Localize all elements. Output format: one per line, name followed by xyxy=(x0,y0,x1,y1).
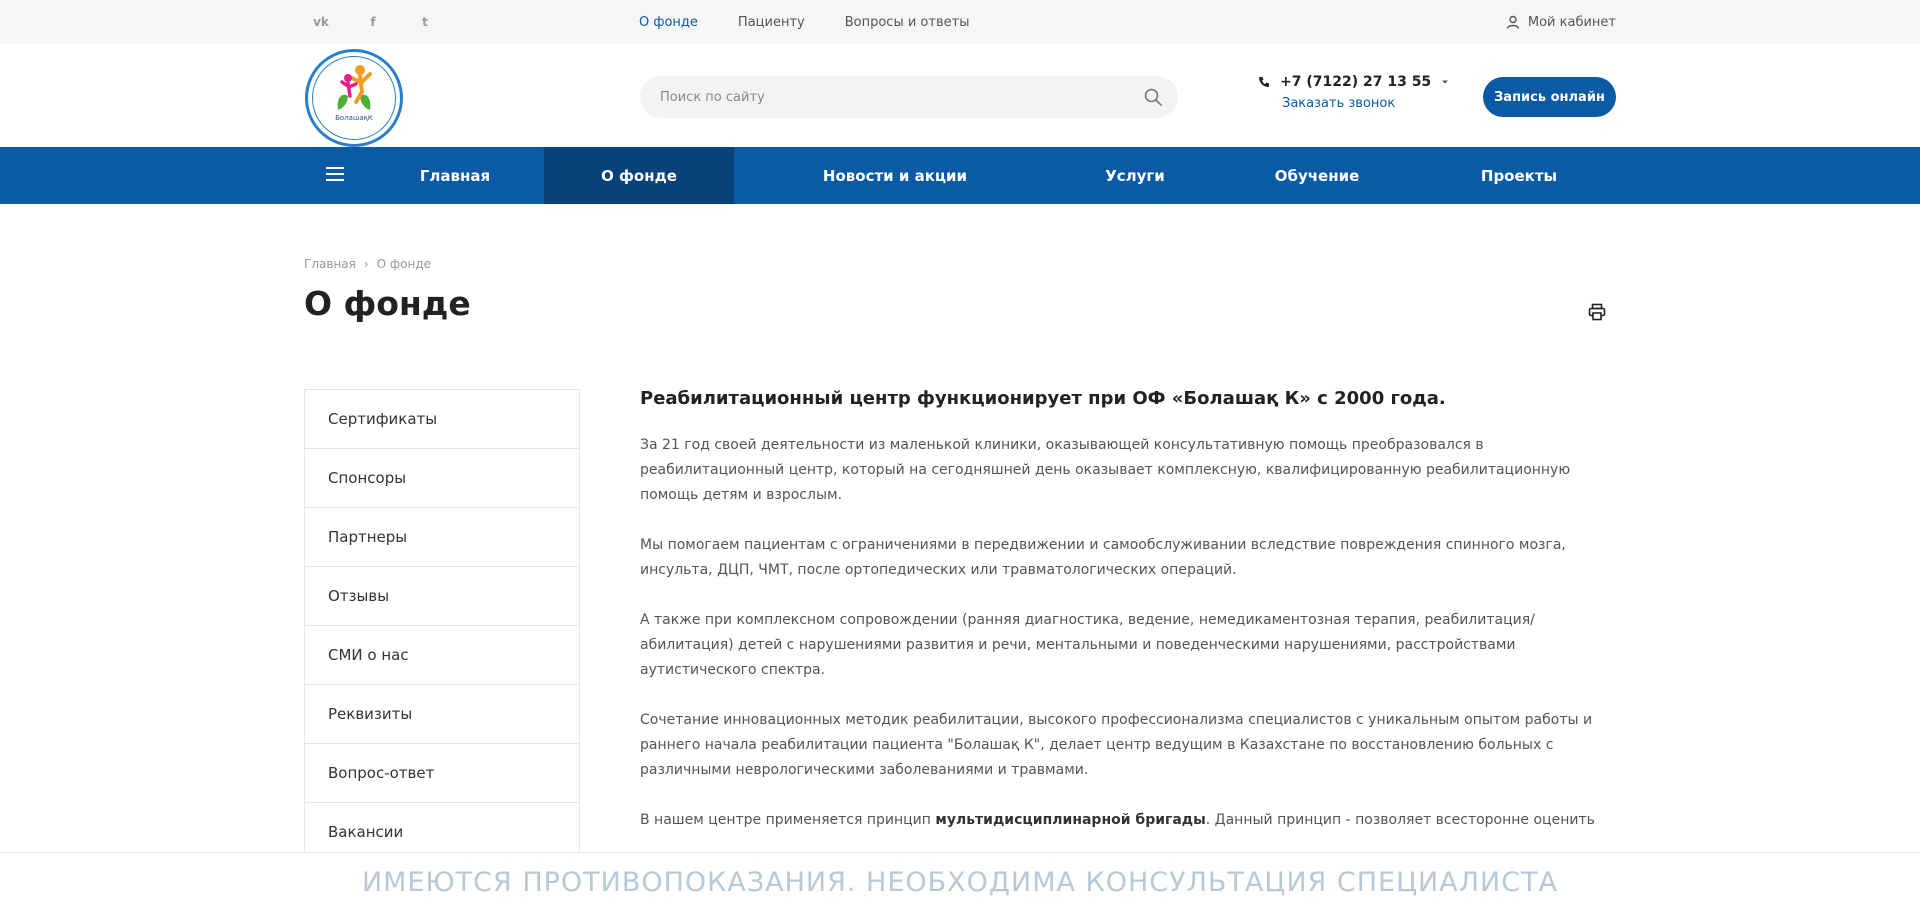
article-paragraph: За 21 год своей деятельности из маленькой клиники, оказывающей консультативную помощь преобразовался в реабилитационный центр, который на сегодняшней день оказывает комплексную, квалифицированную реабилитационную помощь детям и взрослым. xyxy=(640,437,1571,503)
topnav-link-about[interactable]: О фонде xyxy=(639,14,698,30)
contraindications-banner: ИМЕЮТСЯ ПРОТИВОПОКАЗАНИЯ. НЕОБХОДИМА КОНСУЛЬТАЦИЯ СПЕЦИАЛИСТА xyxy=(0,852,1920,912)
side-menu-item-qa[interactable]: Вопрос-ответ xyxy=(305,744,579,803)
breadcrumb-home[interactable]: Главная xyxy=(304,257,356,271)
nav-item-news[interactable]: Новости и акции xyxy=(822,166,968,185)
facebook-icon[interactable]: f xyxy=(370,15,376,29)
breadcrumb-separator: › xyxy=(363,257,369,271)
topbar xyxy=(0,0,1920,44)
side-menu-item-partners[interactable]: Партнеры xyxy=(305,508,579,567)
side-menu-item-sponsors[interactable]: Спонсоры xyxy=(305,449,579,508)
phone-block xyxy=(1258,74,1449,111)
page-title: О фонде xyxy=(304,284,471,323)
phone-text: +7 (7122) 27 13 55 xyxy=(1280,74,1432,90)
logo-figure-icon xyxy=(308,52,400,144)
article xyxy=(640,388,1616,858)
side-menu-item-reviews[interactable]: Отзывы xyxy=(305,567,579,626)
article-text: В нашем центре применяется принцип xyxy=(640,812,936,828)
side-menu-item-requisites[interactable]: Реквизиты xyxy=(305,685,579,744)
article-text: . Данный принцип - позволяет всесторонне оценить xyxy=(1205,812,1595,828)
book-online-button[interactable]: Запись онлайн xyxy=(1483,77,1616,117)
breadcrumb-current: О фонде xyxy=(376,257,432,271)
nav-item-services[interactable]: Услуги xyxy=(1105,166,1165,185)
logo[interactable] xyxy=(305,49,403,147)
search-box xyxy=(640,76,1178,118)
vk-icon[interactable]: vk xyxy=(313,15,329,29)
nav-item-education[interactable]: Обучение xyxy=(1274,166,1360,185)
main-nav xyxy=(0,147,1920,204)
nav-item-about[interactable]: О фонде xyxy=(544,147,734,204)
twitter-icon[interactable]: t xyxy=(422,15,428,29)
nav-item-home[interactable]: Главная xyxy=(419,166,491,185)
search-input[interactable] xyxy=(660,76,1130,118)
article-bold-text: мультидисциплинарной бригады xyxy=(935,812,1206,828)
nav-item-projects[interactable]: Проекты xyxy=(1480,166,1558,185)
breadcrumb xyxy=(304,257,431,271)
side-menu-item-vacancies[interactable]: Вакансии xyxy=(305,803,579,862)
cabinet-link[interactable] xyxy=(1506,0,1616,44)
phone-number[interactable] xyxy=(1258,74,1449,90)
print-icon[interactable] xyxy=(1588,303,1606,321)
article-paragraph: Мы помогаем пациентам с ограничениями в передвижении и самообслуживании вследствие повреждения спинного мозга, инсульта, ДЦП, ЧМТ, после ортопедических или травматологических операций. xyxy=(640,537,1566,578)
header xyxy=(0,44,1920,147)
article-paragraph: А также при комплексном сопровождении (ранняя диагностика, ведение, немедикаментозная терапия, реабилитация/абилитация) детей с нарушениями развития и речи, ментальными и поведенческими нарушениями, расстройствами аутистического спектра. xyxy=(640,612,1535,678)
article-paragraph xyxy=(640,808,1616,833)
topnav-link-faq[interactable]: Вопросы и ответы xyxy=(844,14,970,30)
side-menu-item-certificates[interactable]: Сертификаты xyxy=(305,390,579,449)
logo-text: БолашақК xyxy=(335,114,373,122)
article-paragraph: Сочетание инновационных методик реабилитации, высокого профессионализма специалистов с уникальным опытом работы и раннего начала реабилитации пациента "Болашақ К", делает центр ведущим в Казахстане по восстановлению больных с различными неврологическими заболеваниями и травмами. xyxy=(640,712,1593,778)
chevron-down-icon[interactable] xyxy=(1441,79,1449,85)
burger-menu-icon[interactable] xyxy=(326,167,344,183)
article-heading: Реабилитационный центр функционирует при ОФ «Болашақ К» с 2000 года. xyxy=(640,388,1446,409)
side-menu xyxy=(304,389,580,862)
cabinet-label: Мой кабинет xyxy=(1527,14,1616,30)
callback-link[interactable]: Заказать звонок xyxy=(1282,96,1396,111)
phone-icon xyxy=(1258,76,1270,88)
top-nav xyxy=(639,0,969,44)
topnav-link-patient[interactable]: Пациенту xyxy=(737,14,805,30)
side-menu-item-media[interactable]: СМИ о нас xyxy=(305,626,579,685)
search-icon[interactable] xyxy=(1144,88,1162,106)
user-icon xyxy=(1506,15,1520,29)
